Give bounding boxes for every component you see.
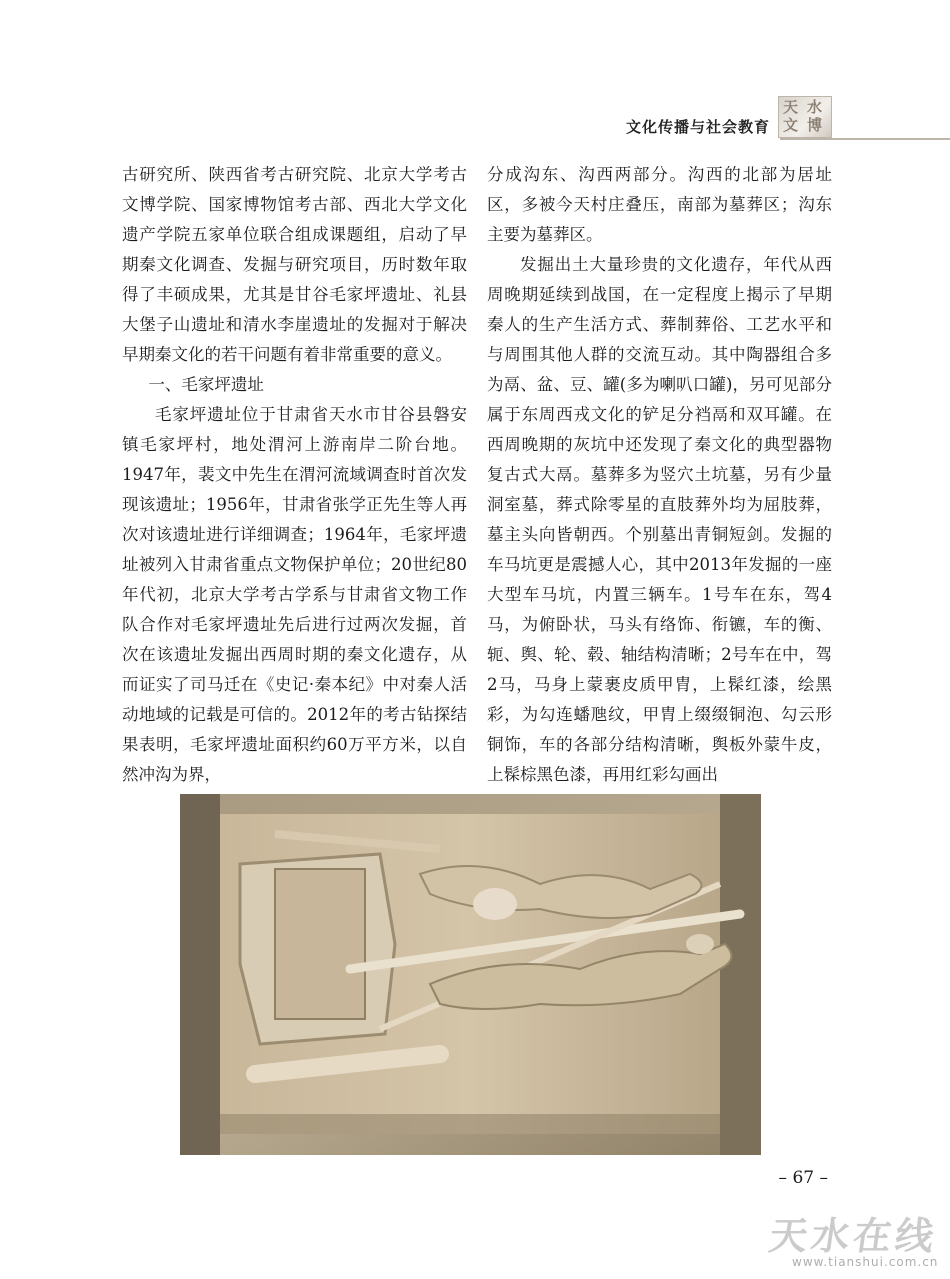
- right-text-column: [487, 160, 832, 790]
- chariot-pit-illustration: [180, 794, 761, 1155]
- section-heading: 一、毛家坪遗址: [148, 375, 264, 394]
- paragraph: 发掘出土大量珍贵的文化遗存，年代从西周晚期延续到战国，在一定程度上揭示了早期秦人的生产生活方式、葬制葬俗、工艺水平和与周围其他人群的交流互动。其中陶器组合多为鬲、盆、豆、罐(多为喇叭口罐)，另可见部分属于东周西戎文化的铲足分裆鬲和双耳罐。在西周晚期的灰坑中还发现了秦文化的典型器物复古式大鬲。墓葬多为竖穴土坑墓，另有少量洞室墓，葬式除零星的直肢葬外均为屈肢葬，墓主头向皆朝西。个别墓出青铜短剑。发掘的车马坑更是震撼人心，其中2013年发掘的一座大型车马坑，内置三辆车。1号车在东，驾4马，为俯卧状，马头有络饰、衔镳，车的衡、轭、舆、轮、毂、轴结构清晰；2号车在中，驾2马，马身上蒙裹皮质甲胄，上髹红漆，绘黑彩，为勾连蟠虺纹，甲胄上缀缀铜泡、勾云形铜饰，车的各部分结构清晰，舆板外蒙牛皮，上髹棕黑色漆，再用红彩勾画出: [487, 255, 832, 784]
- page-number: – 67 –: [778, 1168, 828, 1188]
- seal-char: 博: [807, 116, 823, 134]
- watermark-url: www.tianshui.com.cn: [792, 1255, 939, 1269]
- left-text-column: [122, 160, 467, 790]
- watermark-logo: 天水在线: [766, 1214, 941, 1258]
- chariot-pit-photo: [180, 794, 761, 1155]
- seal-char: 文: [783, 116, 799, 134]
- site-watermark: [766, 1205, 950, 1279]
- paragraph: 分成沟东、沟西两部分。沟西的北部为居址区，多被今天村庄叠压，南部为墓葬区；沟东主要为墓葬区。: [487, 165, 832, 244]
- paragraph: 古研究所、陕西省考古研究院、北京大学考古文博学院、国家博物馆考古部、西北大学文化遗产学院五家单位联合组成课题组，启动了早期秦文化调查、发掘与研究项目，历时数年取得了丰硕成果，尤其是甘谷毛家坪遗址、礼县大堡子山遗址和清水李崖遗址的发掘对于解决早期秦文化的若干问题有着非常重要的意义。: [122, 165, 467, 364]
- page-header: [0, 0, 950, 140]
- header-rule: [780, 138, 950, 140]
- journal-seal-logo: [778, 96, 832, 138]
- journal-section-title: 文化传播与社会教育: [625, 118, 770, 136]
- seal-char: 水: [807, 98, 823, 116]
- paragraph: 毛家坪遗址位于甘肃省天水市甘谷县磐安镇毛家坪村，地处渭河上游南岸二阶台地。1947年，裴文中先生在渭河流域调查时首次发现该遗址；1956年，甘肃省张学正先生等人再次对该遗址进行详细调查；1964年，毛家坪遗址被列入甘肃省重点文物保护单位；20世纪80年代初，北京大学考古学系与甘肃省文物工作队合作对毛家坪遗址先后进行过两次发掘，首次在该遗址发掘出西周时期的秦文化遗存，从而证实了司马迁在《史记·秦本纪》中对秦人活动地域的记载是可信的。2012年的考古钻探结果表明，毛家坪遗址面积约60万平方米，以自然冲沟为界，: [122, 405, 467, 784]
- seal-char: 天: [783, 98, 799, 116]
